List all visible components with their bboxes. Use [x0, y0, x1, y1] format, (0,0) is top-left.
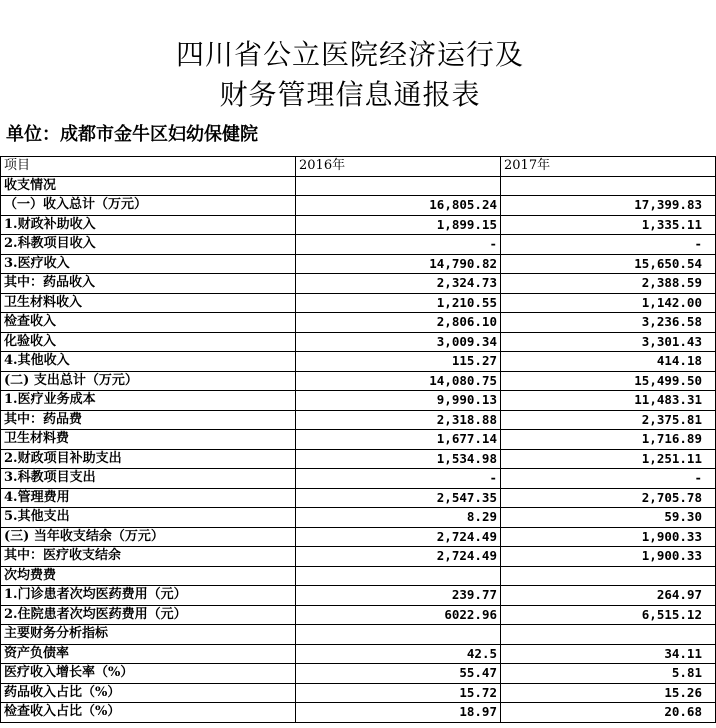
value-2017: -: [501, 235, 716, 255]
value-2016: 8.29: [296, 508, 501, 528]
table-row: [1, 469, 716, 489]
value-2017: 1,251.11: [501, 449, 716, 469]
table-row: [1, 683, 716, 703]
value-2016: 1,210.55: [296, 293, 501, 313]
value-2016: -: [296, 235, 501, 255]
value-2017: 11,483.31: [501, 391, 716, 411]
value-2016: 55.47: [296, 664, 501, 684]
table-header-row: [1, 157, 716, 177]
header-cell-item: 项目: [1, 157, 296, 177]
value-2016: 2,547.35: [296, 488, 501, 508]
value-2016: 1,677.14: [296, 430, 501, 450]
value-2016: 14,790.82: [296, 254, 501, 274]
table-row: [1, 527, 716, 547]
report-table: [0, 156, 716, 723]
value-2016: 2,724.49: [296, 527, 501, 547]
value-2016: 239.77: [296, 586, 501, 606]
table-row: [1, 332, 716, 352]
value-2016: 115.27: [296, 352, 501, 372]
value-2016: [296, 176, 501, 196]
table-row: [1, 235, 716, 255]
value-2016: 6022.96: [296, 605, 501, 625]
value-2017: [501, 176, 716, 196]
row-label: 3.科教项目支出: [1, 469, 296, 489]
row-label: 其中：医疗收支结余: [1, 547, 296, 567]
value-2016: -: [296, 469, 501, 489]
table-row: [1, 586, 716, 606]
value-2016: 2,806.10: [296, 313, 501, 333]
value-2017: 20.68: [501, 703, 716, 723]
value-2016: 16,805.24: [296, 196, 501, 216]
row-label: 4.其他收入: [1, 352, 296, 372]
row-label: 卫生材料费: [1, 430, 296, 450]
value-2016: 42.5: [296, 644, 501, 664]
table-row: [1, 176, 716, 196]
value-2017: 2,388.59: [501, 274, 716, 294]
row-label: 2.住院患者次均医药费用（元）: [1, 605, 296, 625]
value-2017: 3,236.58: [501, 313, 716, 333]
table-row: [1, 293, 716, 313]
value-2017: 1,900.33: [501, 547, 716, 567]
table-row: [1, 508, 716, 528]
value-2016: 9,990.13: [296, 391, 501, 411]
table-row: [1, 703, 716, 723]
table-row: [1, 488, 716, 508]
value-2017: 1,335.11: [501, 215, 716, 235]
value-2017: 17,399.83: [501, 196, 716, 216]
value-2017: 2,705.78: [501, 488, 716, 508]
value-2017: 414.18: [501, 352, 716, 372]
value-2017: 2,375.81: [501, 410, 716, 430]
row-label: 1.医疗业务成本: [1, 391, 296, 411]
value-2016: 14,080.75: [296, 371, 501, 391]
table-row: [1, 449, 716, 469]
header-cell-2016: 2016年: [296, 157, 501, 177]
value-2017: 15,650.54: [501, 254, 716, 274]
row-label: 卫生材料收入: [1, 293, 296, 313]
table-row: [1, 605, 716, 625]
row-label: 收支情况: [1, 176, 296, 196]
value-2017: 34.11: [501, 644, 716, 664]
value-2017: 5.81: [501, 664, 716, 684]
table-row: [1, 625, 716, 645]
value-2017: 15.26: [501, 683, 716, 703]
value-2016: 2,318.88: [296, 410, 501, 430]
value-2016: [296, 625, 501, 645]
row-label: 医疗收入增长率（%）: [1, 664, 296, 684]
row-label: 4.管理费用: [1, 488, 296, 508]
value-2016: 18.97: [296, 703, 501, 723]
row-label: 检查收入: [1, 313, 296, 333]
table-row: [1, 430, 716, 450]
value-2017: 1,900.33: [501, 527, 716, 547]
table-row: [1, 274, 716, 294]
table-row: [1, 664, 716, 684]
table-row: [1, 352, 716, 372]
value-2016: 1,534.98: [296, 449, 501, 469]
row-label: 1.财政补助收入: [1, 215, 296, 235]
value-2017: 59.30: [501, 508, 716, 528]
unit-label: 单位：成都市金牛区妇幼保健院: [6, 124, 258, 145]
row-label: 2.财政项目补助支出: [1, 449, 296, 469]
value-2017: [501, 566, 716, 586]
row-label: 药品收入占比（%）: [1, 683, 296, 703]
value-2017: 1,142.00: [501, 293, 716, 313]
row-label: （一）收入总计（万元）: [1, 196, 296, 216]
row-label: (二) 支出总计（万元）: [1, 371, 296, 391]
table-row: [1, 410, 716, 430]
value-2017: 1,716.89: [501, 430, 716, 450]
row-label: 5.其他支出: [1, 508, 296, 528]
row-label: 其中：药品收入: [1, 274, 296, 294]
table-row: [1, 566, 716, 586]
report-title-line1: 四川省公立医院经济运行及: [175, 38, 524, 71]
value-2017: 3,301.43: [501, 332, 716, 352]
row-label: 2.科教项目收入: [1, 235, 296, 255]
table-row: [1, 254, 716, 274]
row-label: 化验收入: [1, 332, 296, 352]
row-label: 主要财务分析指标: [1, 625, 296, 645]
row-label: 次均费费: [1, 566, 296, 586]
table-row: [1, 196, 716, 216]
row-label: 3.医疗收入: [1, 254, 296, 274]
table-row: [1, 371, 716, 391]
table-row: [1, 547, 716, 567]
table-row: [1, 391, 716, 411]
table-row: [1, 644, 716, 664]
header-cell-2017: 2017年: [501, 157, 716, 177]
value-2017: -: [501, 469, 716, 489]
value-2017: 6,515.12: [501, 605, 716, 625]
table-row: [1, 215, 716, 235]
value-2016: 1,899.15: [296, 215, 501, 235]
report-title-line2: 财务管理信息通报表: [219, 78, 481, 111]
value-2017: 264.97: [501, 586, 716, 606]
row-label: 检查收入占比（%）: [1, 703, 296, 723]
value-2017: [501, 625, 716, 645]
value-2016: 2,724.49: [296, 547, 501, 567]
row-label: 1.门诊患者次均医药费用（元）: [1, 586, 296, 606]
value-2016: 15.72: [296, 683, 501, 703]
row-label: 资产负债率: [1, 644, 296, 664]
value-2016: [296, 566, 501, 586]
table-row: [1, 313, 716, 333]
row-label: (三) 当年收支结余（万元）: [1, 527, 296, 547]
value-2016: 3,009.34: [296, 332, 501, 352]
value-2016: 2,324.73: [296, 274, 501, 294]
row-label: 其中：药品费: [1, 410, 296, 430]
value-2017: 15,499.50: [501, 371, 716, 391]
